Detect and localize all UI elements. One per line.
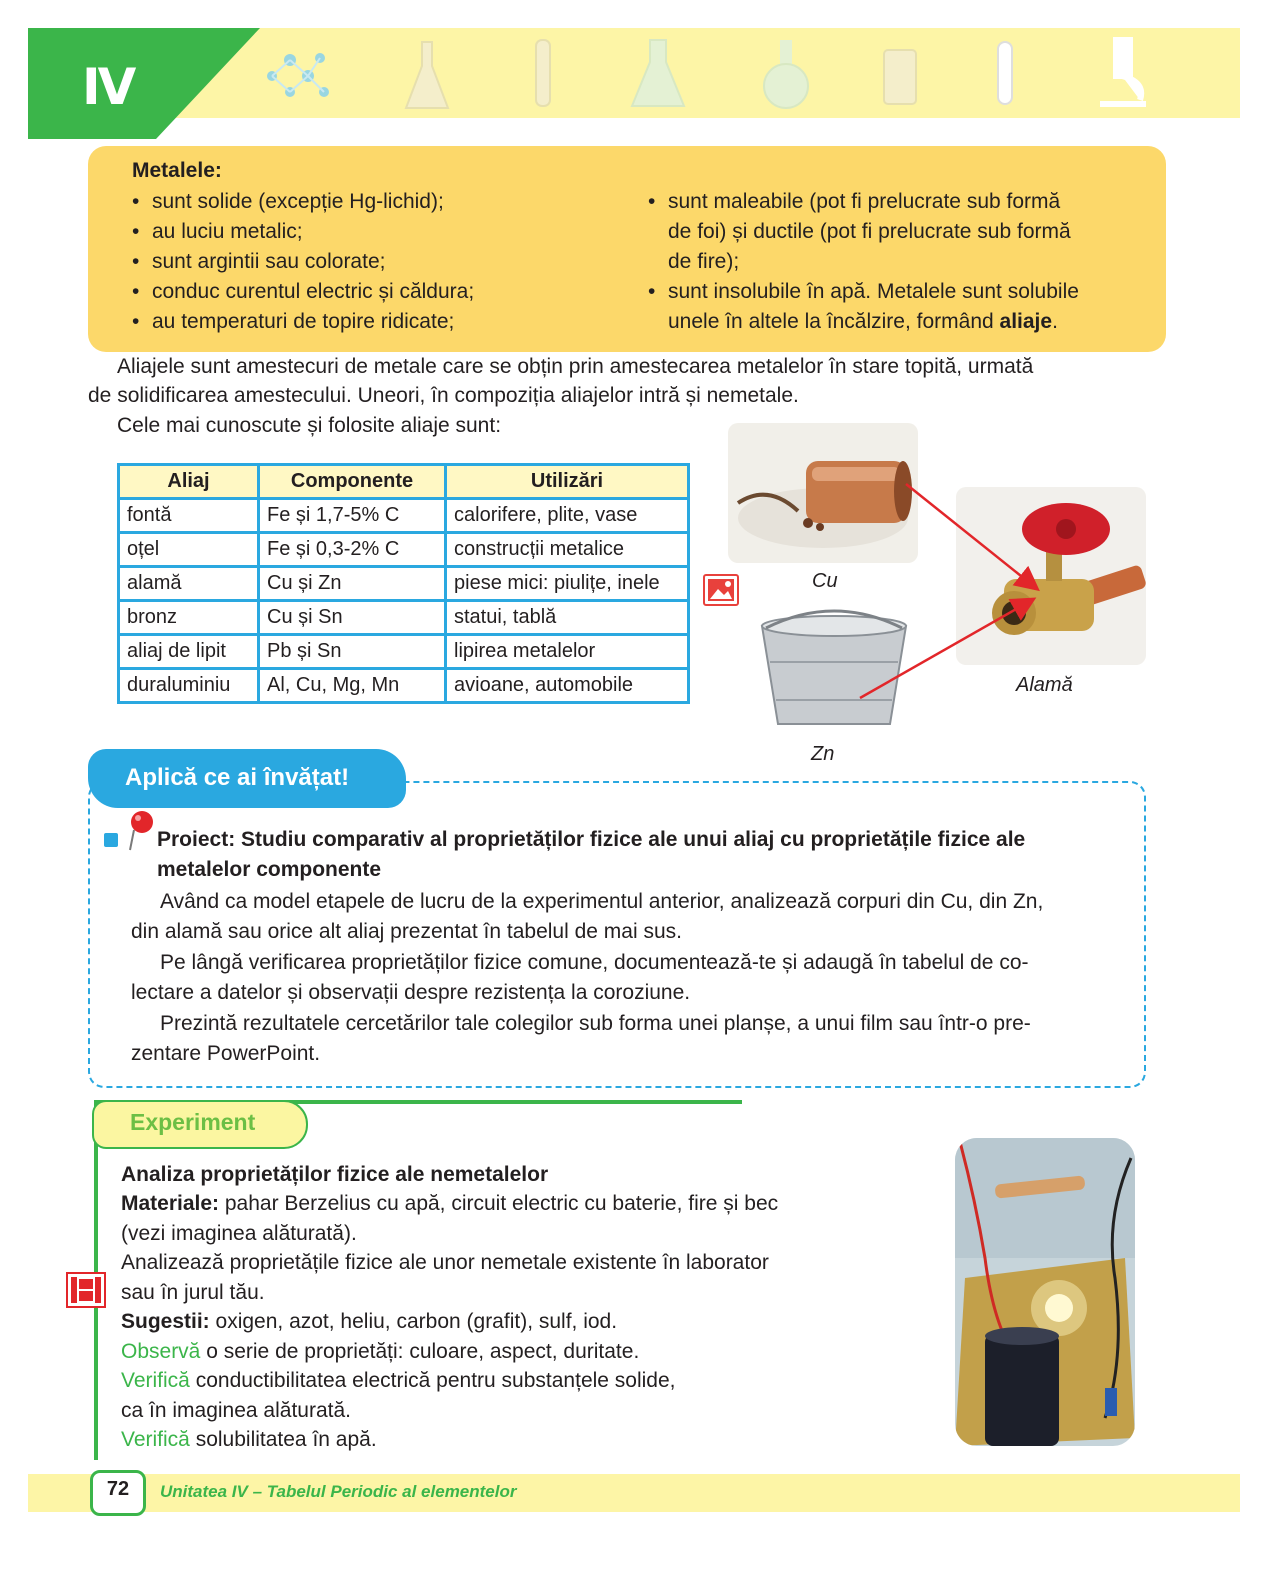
project-para-1-line-1: Având ca model etapele de lucru de la experimentul anterior, analizează corpuri din Cu, din Zn, [160,890,1044,913]
table-row [119,669,689,703]
image-gallery-icon[interactable] [703,574,739,606]
project-para-2-line-2: lectare a datelor și observații despre rezistența la coroziune. [131,981,691,1004]
zn-caption: Zn [811,743,835,765]
analyze-line-2: sau în jurul tău. [121,1281,265,1304]
circuit-photo [955,1138,1135,1446]
flask-icon [402,36,452,116]
metals-right-list [648,187,1079,337]
alloy-term: aliaje [999,310,1053,333]
film-icon[interactable] [66,1270,106,1310]
list-item: • au luciu metalic; [132,217,474,247]
erlenmeyer-icon [628,36,688,116]
table-cell: calorifere, plite, vase [446,499,689,533]
list-item: • sunt argintii sau colorate; [132,247,474,277]
table-cell: statui, tablă [446,601,689,635]
apply-section-title: Aplică ce ai învățat! [125,764,350,791]
column-header: Componente [259,465,446,499]
table-row [119,499,689,533]
table-row [119,601,689,635]
list-item: • sunt insolubile în apă. Metalele sunt solubile unele în altele la încălzire, formând aliaje. [648,277,1079,337]
table-cell: bronz [119,601,259,635]
verify-solubility-line: Verifică solubilitatea în apă. [121,1428,377,1451]
table-cell: avioane, automobile [446,669,689,703]
table-cell: Fe și 1,7-5% C [259,499,446,533]
microscope-icon [1086,36,1156,116]
round-flask-icon [758,36,814,116]
analyze-line-1: Analizează proprietățile fizice ale unor nemetale existente în laborator [121,1251,769,1274]
table-cell: Cu și Zn [259,567,446,601]
test-tube-icon [990,36,1020,116]
project-para-2-line-1: Pe lângă verificarea proprietăților fizice comune, documentează-te și adaugă în tabelul de co- [160,951,1029,974]
thermometer-icon [528,36,558,116]
column-header: Aliaj [119,465,259,499]
table-cell: oțel [119,533,259,567]
materials-line: Materiale: pahar Berzelius cu apă, circuit electric cu baterie, fire și bec [121,1192,779,1215]
intro-line-1: Aliajele sunt amestecuri de metale care se obțin prin amestecarea metalelor în stare topită, urmată [117,355,1034,378]
metals-left-list [132,187,474,337]
cu-caption: Cu [812,570,838,592]
project-para-3-line-2: zentare PowerPoint. [131,1042,321,1065]
beaker-icon [878,36,922,116]
table-cell: Fe și 0,3-2% C [259,533,446,567]
chapter-tab [28,28,260,139]
observe-line: Observă o serie de proprietăți: culoare, aspect, duritate. [121,1340,640,1363]
list-item: • sunt maleabile (pot fi prelucrate sub formă de foi) și ductile (pot fi prelucrate sub formă de fire); [648,187,1079,277]
list-item: • sunt solide (excepție Hg-lichid); [132,187,474,217]
table-header-row [119,465,689,499]
alloys-table [117,463,690,704]
table-cell: duraluminiu [119,669,259,703]
list-item: • conduc curentul electric și căldura; [132,277,474,307]
table-cell: lipirea metalelor [446,635,689,669]
project-para-3-line-1: Prezintă rezultatele cercetărilor tale colegilor sub forma unei planșe, a unui film sau într-o pre- [160,1012,1031,1035]
table-cell: piese mici: piulițe, inele [446,567,689,601]
table-cell: Cu și Sn [259,601,446,635]
table-cell: construcții metalice [446,533,689,567]
project-para-1-line-2: din alamă sau orice alt aliaj prezentat în tabelul de mai sus. [131,920,682,943]
intro-line-2: de solidificarea amestecului. Uneori, în compoziția aliajelor intră și nemetale. [88,384,799,407]
table-cell: Pb și Sn [259,635,446,669]
intro-line-3: Cele mai cunoscute și folosite aliaje sunt: [117,414,502,437]
pushpin-icon [122,808,158,852]
column-header: Utilizări [446,465,689,499]
table-cell: aliaj de lipit [119,635,259,669]
verify-conductivity-line: Verifică conductibilitatea electrică pentru substanțele solide, [121,1369,676,1392]
chapter-number: IV [82,58,134,116]
project-title-line-1: Proiect: Studiu comparativ al proprietăților fizice ale unui aliaj cu proprietățile fizice ale [157,828,1026,851]
project-title-line-2: metalelor componente [157,858,382,881]
experiment-title: Analiza proprietăților fizice ale nemetalelor [121,1163,549,1186]
footer-unit-title: Unitatea IV – Tabelul Periodic al elementelor [160,1482,517,1501]
table-row [119,635,689,669]
alama-caption: Alamă [1016,674,1073,696]
verify-conductivity-line-2: ca în imaginea alăturată. [121,1399,351,1422]
table-row [119,567,689,601]
table-cell: alamă [119,567,259,601]
metals-box-title: Metalele: [132,159,222,182]
bullet-square [104,833,118,847]
page-number: 72 [106,1478,130,1500]
suggestions-line: Sugestii: oxigen, azot, heliu, carbon (grafit), sulf, iod. [121,1310,618,1333]
experiment-tab-label: Experiment [130,1109,256,1135]
pointer-arrows [850,480,1050,700]
materials-line-2: (vezi imaginea alăturată). [121,1222,357,1245]
list-item: • au temperaturi de topire ridicate; [132,307,474,337]
table-cell: fontă [119,499,259,533]
molecule-icon [258,36,338,116]
table-cell: Al, Cu, Mg, Mn [259,669,446,703]
table-row [119,533,689,567]
